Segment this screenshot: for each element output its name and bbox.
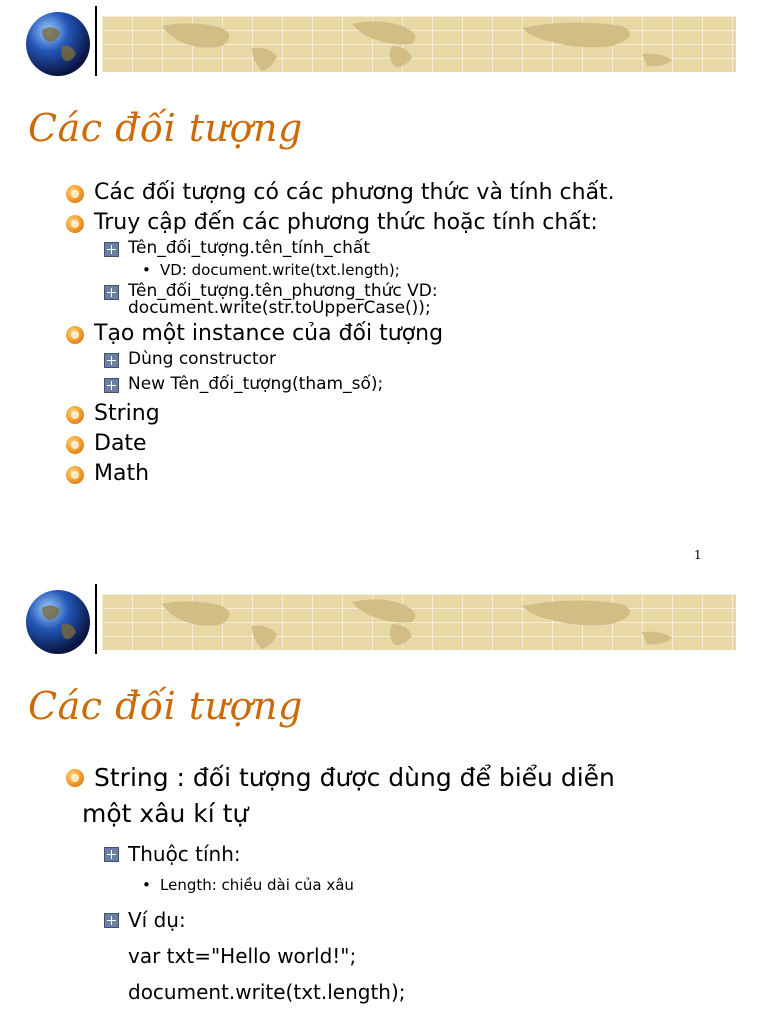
sub-list-item	[60, 374, 748, 395]
bullet-text: Date	[94, 431, 147, 456]
code-line: var txt="Hello world!";	[128, 944, 357, 968]
square-bullet-icon	[104, 378, 119, 393]
list-item	[60, 319, 748, 349]
world-map-graphic	[102, 594, 736, 650]
globe-icon	[24, 10, 92, 78]
slide-banner	[0, 0, 768, 90]
sub-sub-bullet-text: VD: document.write(txt.length);	[160, 261, 400, 279]
sub-bullet-text: Ví dụ:	[128, 908, 186, 932]
slide-title: Các đối tượng	[28, 106, 303, 150]
bullet-icon	[66, 406, 84, 424]
square-bullet-icon	[104, 913, 119, 928]
bullet-list	[60, 760, 748, 1008]
sub-bullet-text: Dùng constructor	[128, 349, 277, 369]
globe-icon	[24, 588, 92, 656]
sub-sub-list-item	[60, 870, 748, 900]
world-map-band	[102, 594, 736, 650]
dot-bullet-icon: •	[142, 261, 151, 279]
sub-bullet-text: Tên_đối_tượng.tên_tính_chất	[128, 238, 370, 258]
sub-list-item	[60, 904, 748, 936]
bullet-icon	[66, 326, 84, 344]
sub-bullet-text: Thuộc tính:	[128, 842, 241, 866]
sub-list-item-continuation	[60, 298, 748, 319]
slide-title: Các đối tượng	[28, 684, 303, 728]
bullet-icon	[66, 185, 84, 203]
bullet-text: một xâu kí tự	[82, 799, 249, 828]
list-item	[60, 208, 748, 238]
bullet-text: Tạo một instance của đối tượng	[94, 321, 444, 346]
world-map-graphic	[102, 16, 736, 72]
bullet-icon	[66, 436, 84, 454]
bullet-text: Truy cập đến các phương thức hoặc tính chất:	[94, 210, 598, 235]
square-bullet-icon	[104, 847, 119, 862]
square-bullet-icon	[104, 353, 119, 368]
bullet-text: String	[94, 401, 160, 426]
bullet-text: Math	[94, 461, 150, 486]
sub-list-item	[60, 838, 748, 870]
banner-divider	[95, 584, 97, 654]
sub-bullet-text: Tên_đối_tượng.tên_phương_thức VD:	[128, 281, 438, 301]
dot-bullet-icon: •	[142, 876, 151, 894]
bullet-icon	[66, 769, 84, 787]
list-item	[60, 178, 748, 208]
list-item-continuation	[60, 796, 748, 832]
slide-banner	[0, 578, 768, 668]
slide-2	[0, 578, 768, 1024]
world-map-band	[102, 16, 736, 72]
bullet-text: Các đối tượng có các phương thức và tính chất.	[94, 180, 615, 205]
bullet-icon	[66, 215, 84, 233]
sub-list-item	[60, 349, 748, 370]
sub-sub-bullet-text: Length: chiều dài của xâu	[160, 876, 354, 894]
bullet-list	[60, 178, 748, 489]
bullet-icon	[66, 466, 84, 484]
list-item	[60, 459, 748, 489]
sub-bullet-text: New Tên_đối_tượng(tham_số);	[128, 374, 384, 394]
bullet-text: String : đối tượng được dùng để biểu diễn	[94, 763, 615, 792]
sub-bullet-text: document.write(str.toUpperCase());	[128, 298, 431, 318]
list-item	[60, 399, 748, 429]
code-line: document.write(txt.length);	[128, 980, 406, 1004]
banner-divider	[95, 6, 97, 76]
sub-list-item	[60, 238, 748, 259]
list-item	[60, 429, 748, 459]
sub-sub-list-item	[60, 259, 748, 281]
square-bullet-icon	[104, 242, 119, 257]
page-number: 1	[694, 548, 702, 562]
list-item	[60, 760, 748, 796]
